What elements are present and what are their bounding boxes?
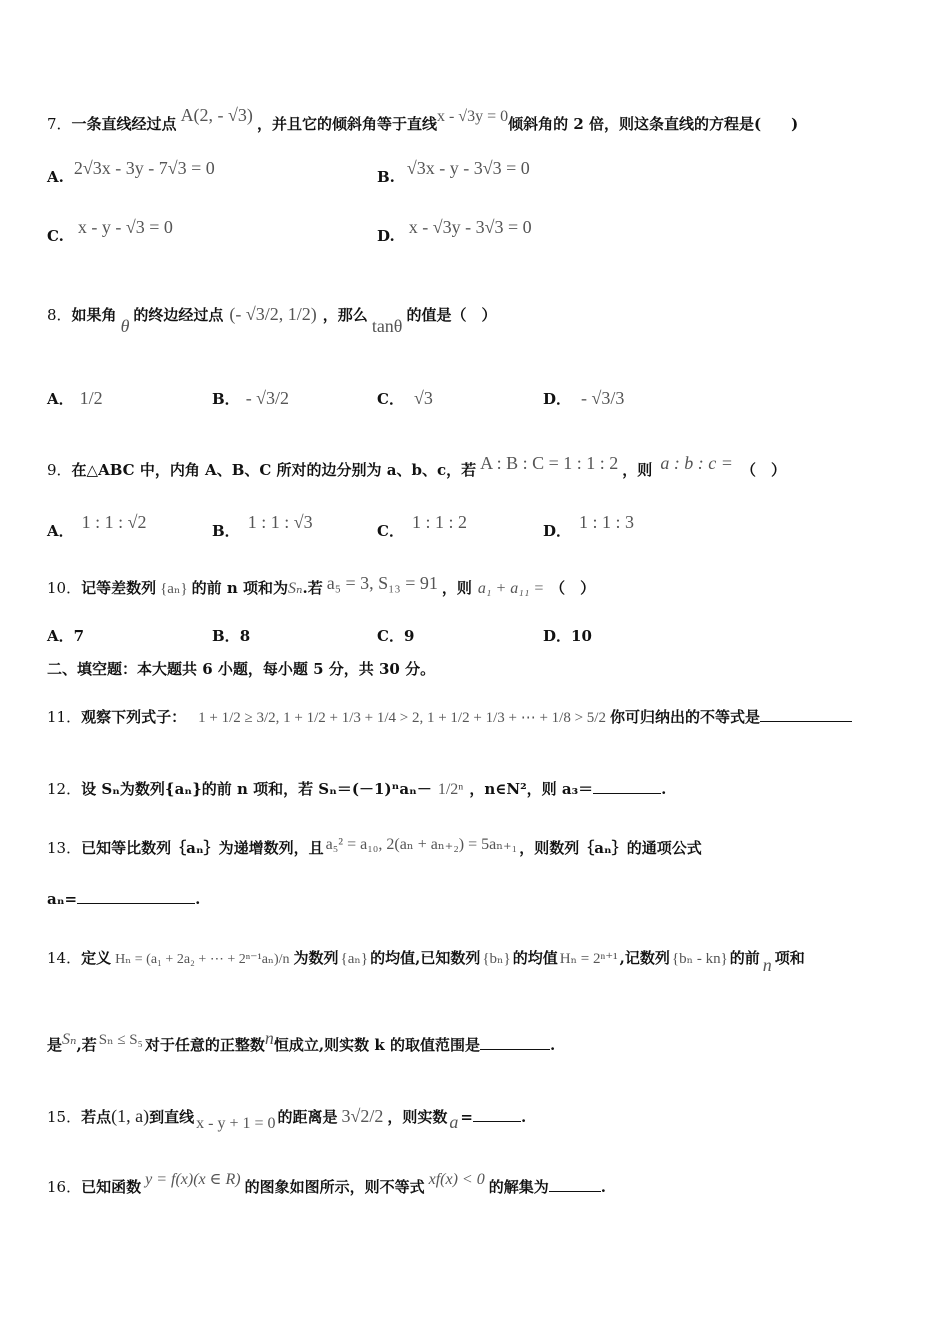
- q12-number: 12．: [47, 780, 82, 798]
- q12-stem: 12．设 Sₙ为数列{aₙ}的前 n 项和，若 Sₙ＝(－1)ⁿaₙ－ 1/2ⁿ ，n∈N²，则 a₃＝ .: [47, 780, 667, 798]
- q13-line2: aₙ= .: [47, 890, 201, 908]
- q10-cond: a₅ = 3, S₁₃ = 91: [326, 573, 438, 593]
- q8-func: tanθ: [371, 316, 403, 336]
- q8-stem: 8．如果角θ的终边经过点 (- √3/2, 1/2) ，那么tanθ的值是（ ）: [47, 304, 497, 336]
- q16-func: y = f(x)(x ∈ R): [145, 1171, 241, 1188]
- q9-stem: 9．在△ABC 中，内角 A、B、C 所对的边分别为 a、b、c，若 A : B : C = 1 : 1 : 2 ，则 a : b : c = （ ）: [47, 453, 786, 479]
- q10-option-a[interactable]: A．7: [47, 627, 85, 645]
- q14-ineq: Sₙ ≤ S₅: [98, 1032, 143, 1048]
- q7-stem: 7．一条直线经过点 A(2, - √3) ，并且它的倾斜角等于直线x - √3y = 0倾斜角的 2 倍，则这条直线的方程是( ): [47, 105, 799, 133]
- q9-option-c[interactable]: C． 1 : 1 : 2: [377, 512, 467, 540]
- q8-option-b[interactable]: B． - √3/2: [212, 388, 290, 408]
- q10-option-b[interactable]: B．8: [212, 627, 251, 645]
- q9-ask: a : b : c =: [660, 453, 733, 473]
- q8-option-c[interactable]: C． √3: [377, 388, 433, 408]
- q10-option-c[interactable]: C．9: [377, 627, 415, 645]
- q11-expr: 1 + 1/2 ≥ 3/2, 1 + 1/2 + 1/3 + 1/4 > 2, 1 + 1/2 + 1/3 + ⋯ + 1/8 > 5/2: [198, 710, 606, 726]
- q15-answer-blank[interactable]: [473, 1107, 521, 1122]
- q7-option-a[interactable]: A. 2√3x - 3y - 7√3 = 0: [47, 158, 215, 186]
- q13-cond: a₅² = a₁₀, 2(aₙ + aₙ₊₂) = 5aₙ₊₁: [325, 836, 518, 853]
- q15-dist: 3√2/2: [341, 1106, 384, 1126]
- q16-ineq: xf(x) < 0: [428, 1171, 485, 1188]
- q12-frac: 1/2ⁿ: [437, 781, 464, 798]
- q14-answer-blank[interactable]: [480, 1035, 550, 1050]
- q16-number: 16．: [47, 1178, 82, 1196]
- q15-number: 15．: [47, 1108, 82, 1126]
- q14-line2: 是Sₙ,若 Sₙ ≤ S₅ 对于任意的正整数n恒成立,则实数 k 的取值范围是 .: [47, 1028, 556, 1054]
- q9-option-a[interactable]: A． 1 : 1 : √2: [47, 512, 147, 540]
- q12-answer-blank[interactable]: [593, 779, 661, 794]
- q16-answer-blank[interactable]: [549, 1177, 601, 1192]
- q14-def: Hₙ = (a₁ + 2a₂ + ⋯ + 2ⁿ⁻¹aₙ)/n: [115, 952, 290, 967]
- section-heading: 二、填空题：本大题共 6 小题，每小题 5 分，共 30 分。: [47, 660, 436, 678]
- q10-stem: 10．记等差数列 {aₙ} 的前 n 项和为Sₙ.若 a₅ = 3, S₁₃ = 91 ，则 a₁ + a₁₁ = （ ）: [47, 573, 596, 597]
- q14-number: 14．: [47, 949, 82, 967]
- q7-line: x - √3y = 0: [436, 108, 509, 125]
- q7-point: A(2, - √3): [180, 105, 253, 125]
- q9-number: 9．: [47, 461, 72, 479]
- q7-option-b[interactable]: B. √3x - y - 3√3 = 0: [377, 158, 530, 186]
- q10-option-d[interactable]: D．10: [543, 627, 592, 645]
- q9-option-d[interactable]: D． 1 : 1 : 3: [543, 512, 635, 540]
- q14-stem: 14．定义 Hₙ = (a₁ + 2a₂ + ⋯ + 2ⁿ⁻¹aₙ)/n 为数列 {aₙ} 的均值,已知数列 {bₙ} 的均值 Hₙ = 2ⁿ⁺¹ ,记数列 {bₙ - kn} 的前 n 项和: [47, 949, 805, 975]
- q7-option-c[interactable]: C. x - y - √3 = 0: [47, 217, 173, 245]
- q15-stem: 15．若点(1, a)到直线 x - y + 1 = 0 的距离是 3√2/2 ，则实数 a = .: [47, 1106, 527, 1132]
- q8-angle: θ: [120, 316, 130, 336]
- q13-answer-blank[interactable]: [77, 889, 195, 904]
- q8-number: 8．: [47, 306, 72, 324]
- q8-option-a[interactable]: A． 1/2: [47, 388, 103, 408]
- q8-option-d[interactable]: D． - √3/3: [543, 388, 625, 408]
- q13-number: 13．: [47, 839, 82, 857]
- q10-number: 10．: [47, 579, 82, 597]
- q9-ratio: A : B : C = 1 : 1 : 2: [480, 453, 619, 473]
- q11-answer-blank[interactable]: [760, 707, 852, 722]
- q13-stem: 13．已知等比数列｛aₙ｝为递增数列，且 a₅² = a₁₀, 2(aₙ + aₙ₊₂) = 5aₙ₊₁ ，则数列｛aₙ｝的通项公式: [47, 836, 702, 857]
- q7-number: 7．: [47, 115, 72, 133]
- q8-point: (- √3/2, 1/2): [229, 304, 317, 324]
- q11-stem: 11．观察下列式子： 1 + 1/2 ≥ 3/2, 1 + 1/2 + 1/3 + 1/4 > 2, 1 + 1/2 + 1/3 + ⋯ + 1/8 > 5/2 你可归纳出的不等式是: [47, 707, 852, 728]
- q11-number: 11．: [47, 708, 82, 726]
- q16-stem: 16．已知函数 y = f(x)(x ∈ R) 的图象如图所示，则不等式 xf(x) < 0 的解集为 .: [47, 1171, 606, 1196]
- q9-option-b[interactable]: B． 1 : 1 : √3: [212, 512, 313, 540]
- q7-option-d[interactable]: D. x - √3y - 3√3 = 0: [377, 217, 532, 245]
